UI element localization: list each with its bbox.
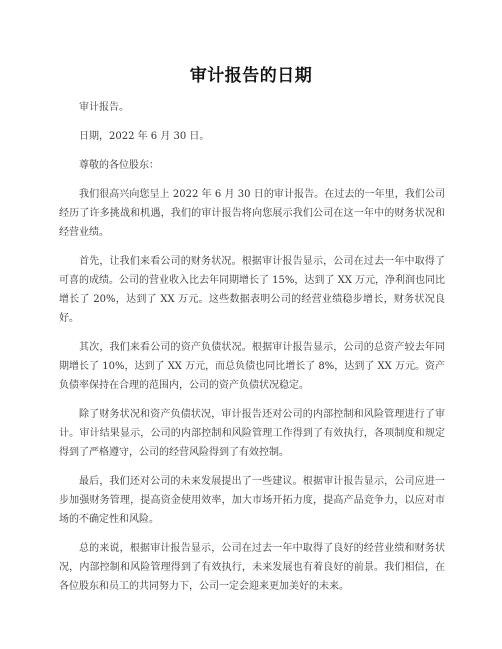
paragraph-financial-status: 首先，让我们来看公司的财务状况。根据审计报告显示，公司在过去一年中取得了可喜的成绩。公司的营业收入比去年同期增长了 15%，达到了 XX 万元，净利润也同比增长了 20%，达到了 XX 万元。这些数据表明公司的经营业绩稳步增长，财务状况良好。 bbox=[59, 256, 446, 324]
paragraph-internal-control: 除了财务状况和资产负债状况，审计报告还对公司的内部控制和风险管理进行了审计。审计结果显示，公司的内部控制和风险管理工作得到了有效执行，各项制度和规定得到了严格遵守，公司的经营风险得到了有效控制。 bbox=[59, 409, 445, 458]
paragraph-conclusion: 总的来说，根据审计报告显示，公司在过去一年中取得了良好的经营业绩和财务状况，内部控制和风险管理得到了有效执行，未来发展也有着良好的前景。我们相信，在各位股东和员工的共同努力下，公司一定会迎来更加美好的未来。 bbox=[59, 543, 445, 592]
document-body bbox=[59, 98, 445, 606]
paragraph-recommendations: 最后，我们还对公司的未来发展提出了一些建议。根据审计报告显示，公司应进一步加强财务管理，提高资金使用效率，加大市场开拓力度，提高产品竞争力，以应对市场的不确定性和风险。 bbox=[59, 476, 445, 525]
document-title: 审计报告的日期 bbox=[189, 66, 313, 86]
paragraph-assets-liabilities: 其次，我们来看公司的资产负债状况。根据审计报告显示，公司的总资产较去年同期增长了 10%，达到了 XX 万元，而总负债也同比增长了 8%，达到了 XX 万元。资产负债率保持在合理的范围内，公司的资产负债状况稳定。 bbox=[59, 342, 445, 391]
paragraph-heading: 审计报告。 bbox=[79, 102, 129, 113]
paragraph-date: 日期，2022 年 6 月 30 日。 bbox=[79, 131, 210, 142]
paragraph-intro: 我们很高兴向您呈上 2022 年 6 月 30 日的审计报告。在过去的一年里，我们公司经历了许多挑战和机遇，我们的审计报告将向您展示我们公司在这一年中的财务状况和经营业绩。 bbox=[59, 189, 445, 238]
paragraph-salutation: 尊敬的各位股东： bbox=[79, 160, 159, 171]
